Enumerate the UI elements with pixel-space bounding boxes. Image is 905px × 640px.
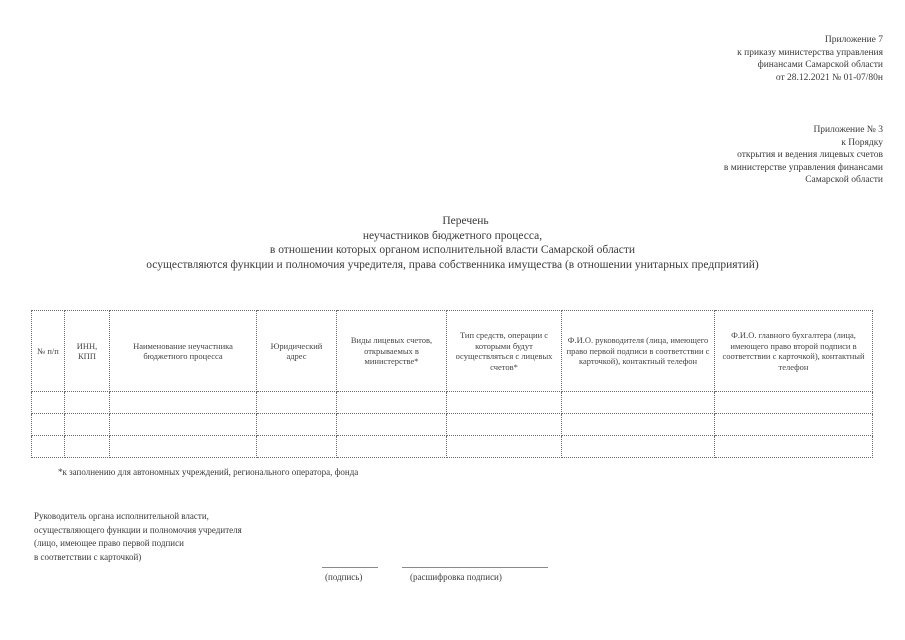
table-cell bbox=[257, 414, 337, 436]
table-cell bbox=[715, 392, 873, 414]
title-line: осуществляются функции и полномочия учредителя, права собственника имущества (в отношении унитарных предприятий) bbox=[146, 258, 759, 271]
table-cell bbox=[257, 392, 337, 414]
table-footnote: *к заполнению для автономных учреждений, регионального оператора, фонда bbox=[58, 467, 359, 477]
table-cell bbox=[110, 392, 257, 414]
table-cell bbox=[110, 414, 257, 436]
appendix-7-line: финансами Самарской области bbox=[757, 60, 883, 70]
table-cell bbox=[562, 436, 715, 458]
document-title bbox=[0, 214, 905, 272]
column-header-legal-address: Юридический адрес bbox=[257, 311, 337, 392]
signature-line bbox=[322, 567, 378, 568]
column-header-name: Наименование неучастника бюджетного процесса bbox=[110, 311, 257, 392]
table-row bbox=[32, 392, 873, 414]
table-cell bbox=[65, 414, 110, 436]
column-header-inn-kpp: ИНН, КПП bbox=[65, 311, 110, 392]
table-cell bbox=[257, 436, 337, 458]
title-line: Перечень bbox=[442, 215, 489, 227]
column-header-number: № п/п bbox=[32, 311, 65, 392]
table-cell bbox=[32, 414, 65, 436]
signature-block-line: (лицо, имеющее право первой подписи bbox=[34, 538, 184, 548]
table-cell bbox=[65, 436, 110, 458]
appendix-7-line: от 28.12.2021 № 01-07/80н bbox=[775, 72, 883, 83]
table-cell bbox=[715, 436, 873, 458]
table-cell bbox=[447, 392, 562, 414]
table-row bbox=[32, 436, 873, 458]
table-cell bbox=[110, 436, 257, 458]
table-cell bbox=[32, 392, 65, 414]
column-header-account-types: Виды лицевых счетов, открываемых в министерстве* bbox=[337, 311, 447, 392]
signature-block-line: в соответствии с карточкой) bbox=[34, 551, 142, 562]
table-row bbox=[32, 414, 873, 436]
table-header-row bbox=[32, 311, 873, 392]
table-cell bbox=[562, 414, 715, 436]
table-cell bbox=[337, 436, 447, 458]
transcript-caption: (расшифровка подписи) bbox=[410, 572, 502, 582]
column-header-head: Ф.И.О. руководителя (лица, имеющего право первой подписи в соответствии с карточкой), контактный телефон bbox=[562, 311, 715, 392]
appendix-3-line: Самарской области bbox=[805, 175, 883, 185]
appendix-7-header bbox=[737, 34, 883, 84]
appendix-7-line: к приказу министерства управления bbox=[737, 47, 883, 58]
title-line: в отношении которых органом исполнительной власти Самарской области bbox=[269, 244, 636, 256]
title-line: неучастников бюджетного процесса, bbox=[362, 229, 543, 242]
appendix-3-line: открытия и ведения лицевых счетов bbox=[737, 150, 883, 160]
signature-block bbox=[34, 510, 242, 564]
column-header-funds-type: Тип средств, операции с которыми будут осуществляться с лицевых счетов* bbox=[447, 311, 562, 392]
table-cell bbox=[715, 414, 873, 436]
appendix-3-line: в министерстве управления финансами bbox=[723, 162, 883, 173]
table-cell bbox=[32, 436, 65, 458]
appendix-3-line: Приложение № 3 bbox=[813, 125, 883, 135]
appendix-7-line: Приложение 7 bbox=[824, 35, 883, 45]
table-cell bbox=[447, 436, 562, 458]
table-cell bbox=[337, 414, 447, 436]
table-cell bbox=[65, 392, 110, 414]
appendix-3-line: к Порядку bbox=[841, 137, 883, 148]
transcript-line bbox=[402, 567, 548, 568]
table-cell bbox=[447, 414, 562, 436]
column-header-chief-accountant: Ф.И.О. главного бухгалтера (лица, имеющего право второй подписи в соответствии с карточкой), контактный телефон bbox=[715, 311, 873, 392]
table-cell bbox=[562, 392, 715, 414]
signature-caption: (подпись) bbox=[325, 572, 363, 582]
signature-block-line: Руководитель органа исполнительной власти, bbox=[34, 511, 209, 521]
table-cell bbox=[337, 392, 447, 414]
signature-block-line: осуществляющего функции и полномочия учредителя bbox=[34, 524, 242, 535]
participants-table bbox=[31, 310, 873, 458]
appendix-3-header bbox=[724, 124, 883, 187]
